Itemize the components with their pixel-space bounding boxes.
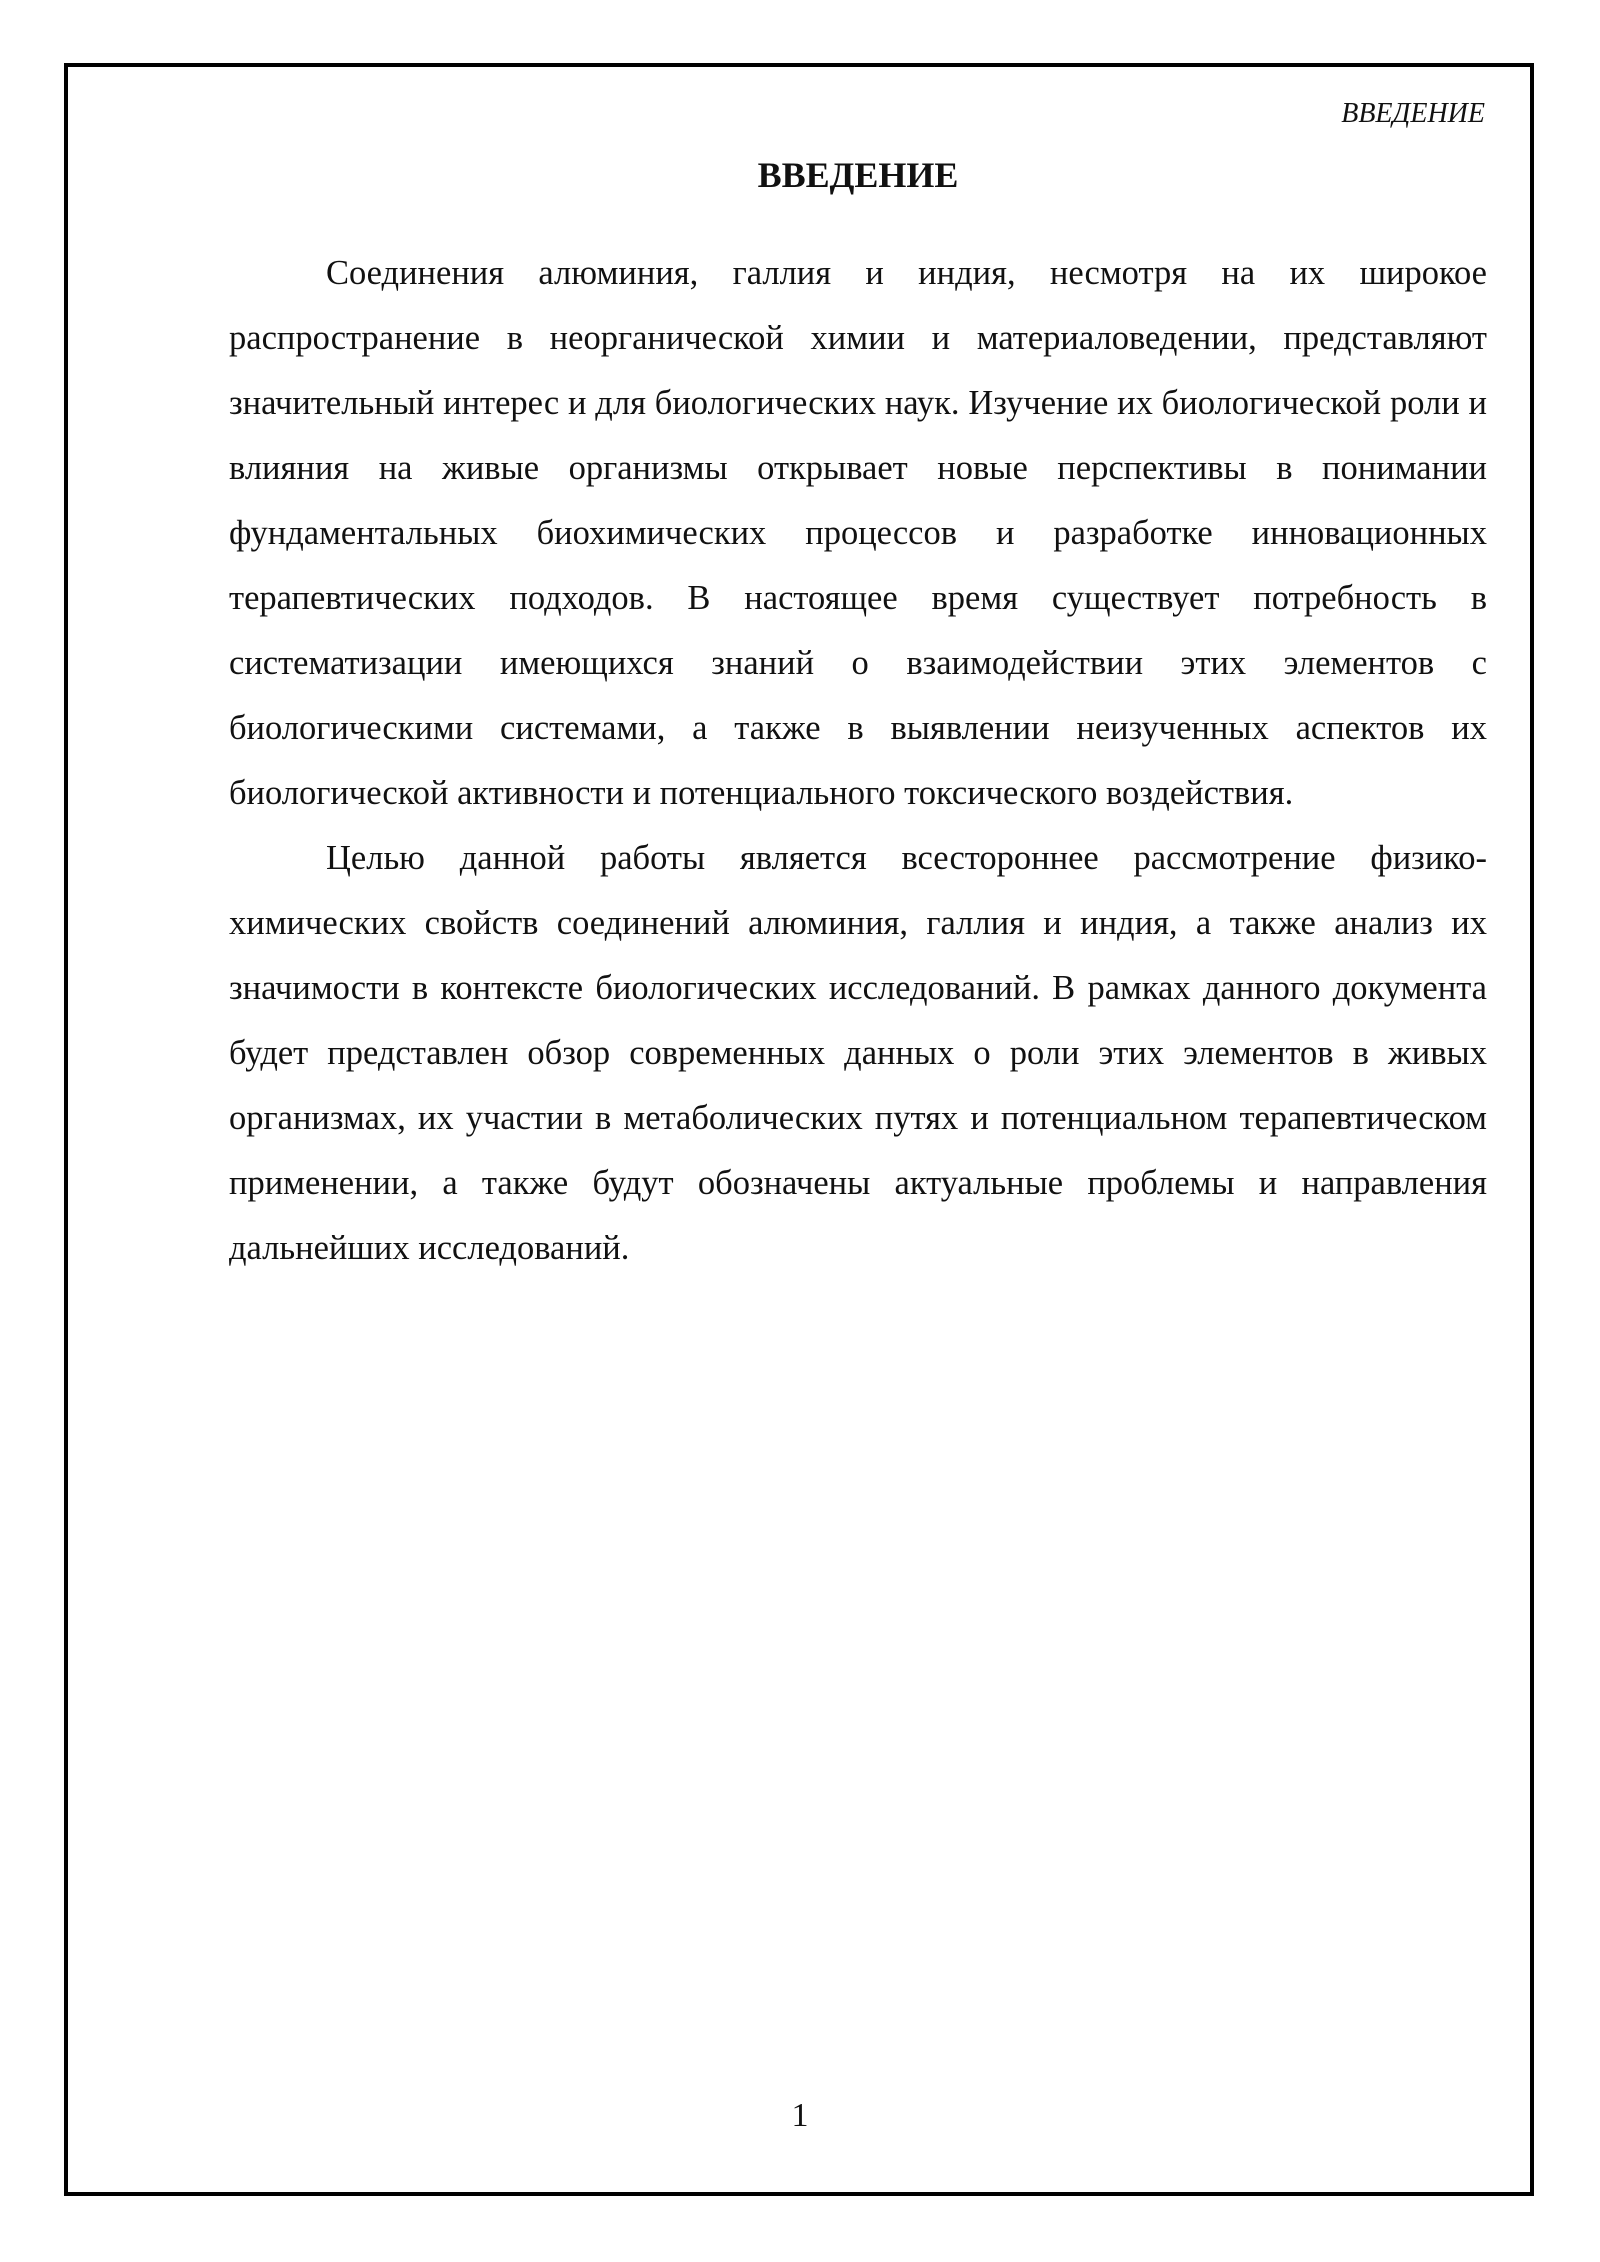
page-number: 1 [791,2097,809,2134]
running-header: ВВЕДЕНИЕ [1341,98,1485,129]
paragraph-1: Соединения алюминия, галлия и индия, несмотря на их широкое распространение в неорганической химии и материаловедении, представляют значительный интерес и для биологических наук. Изучение их биологической роли и влияния на живые организмы открывает новые перспективы в понимании фундаментальных биохимических процессов и разработке инновационных терапевтических подходов. В настоящее время существует потребность в систематизации имеющихся знаний о взаимодействии этих элементов с биологическими системами, а также в выявлении неизученных аспектов их биологической активности и потенциального токсического воздействия. [229,254,1487,812]
section-title: ВВЕДЕНИЕ [757,155,959,195]
body-text [229,241,1487,1281]
paragraph-2: Целью данной работы является всестороннее рассмотрение физико-химических свойств соединений алюминия, галлия и индия, а также анализ их значимости в контексте биологических исследований. В рамках данного документа будет представлен обзор современных данных о роли этих элементов в живых организмах, их участии в метаболических путях и потенциальном терапевтическом применении, а также будут обозначены актуальные проблемы и направления дальнейших исследований. [229,839,1487,1267]
